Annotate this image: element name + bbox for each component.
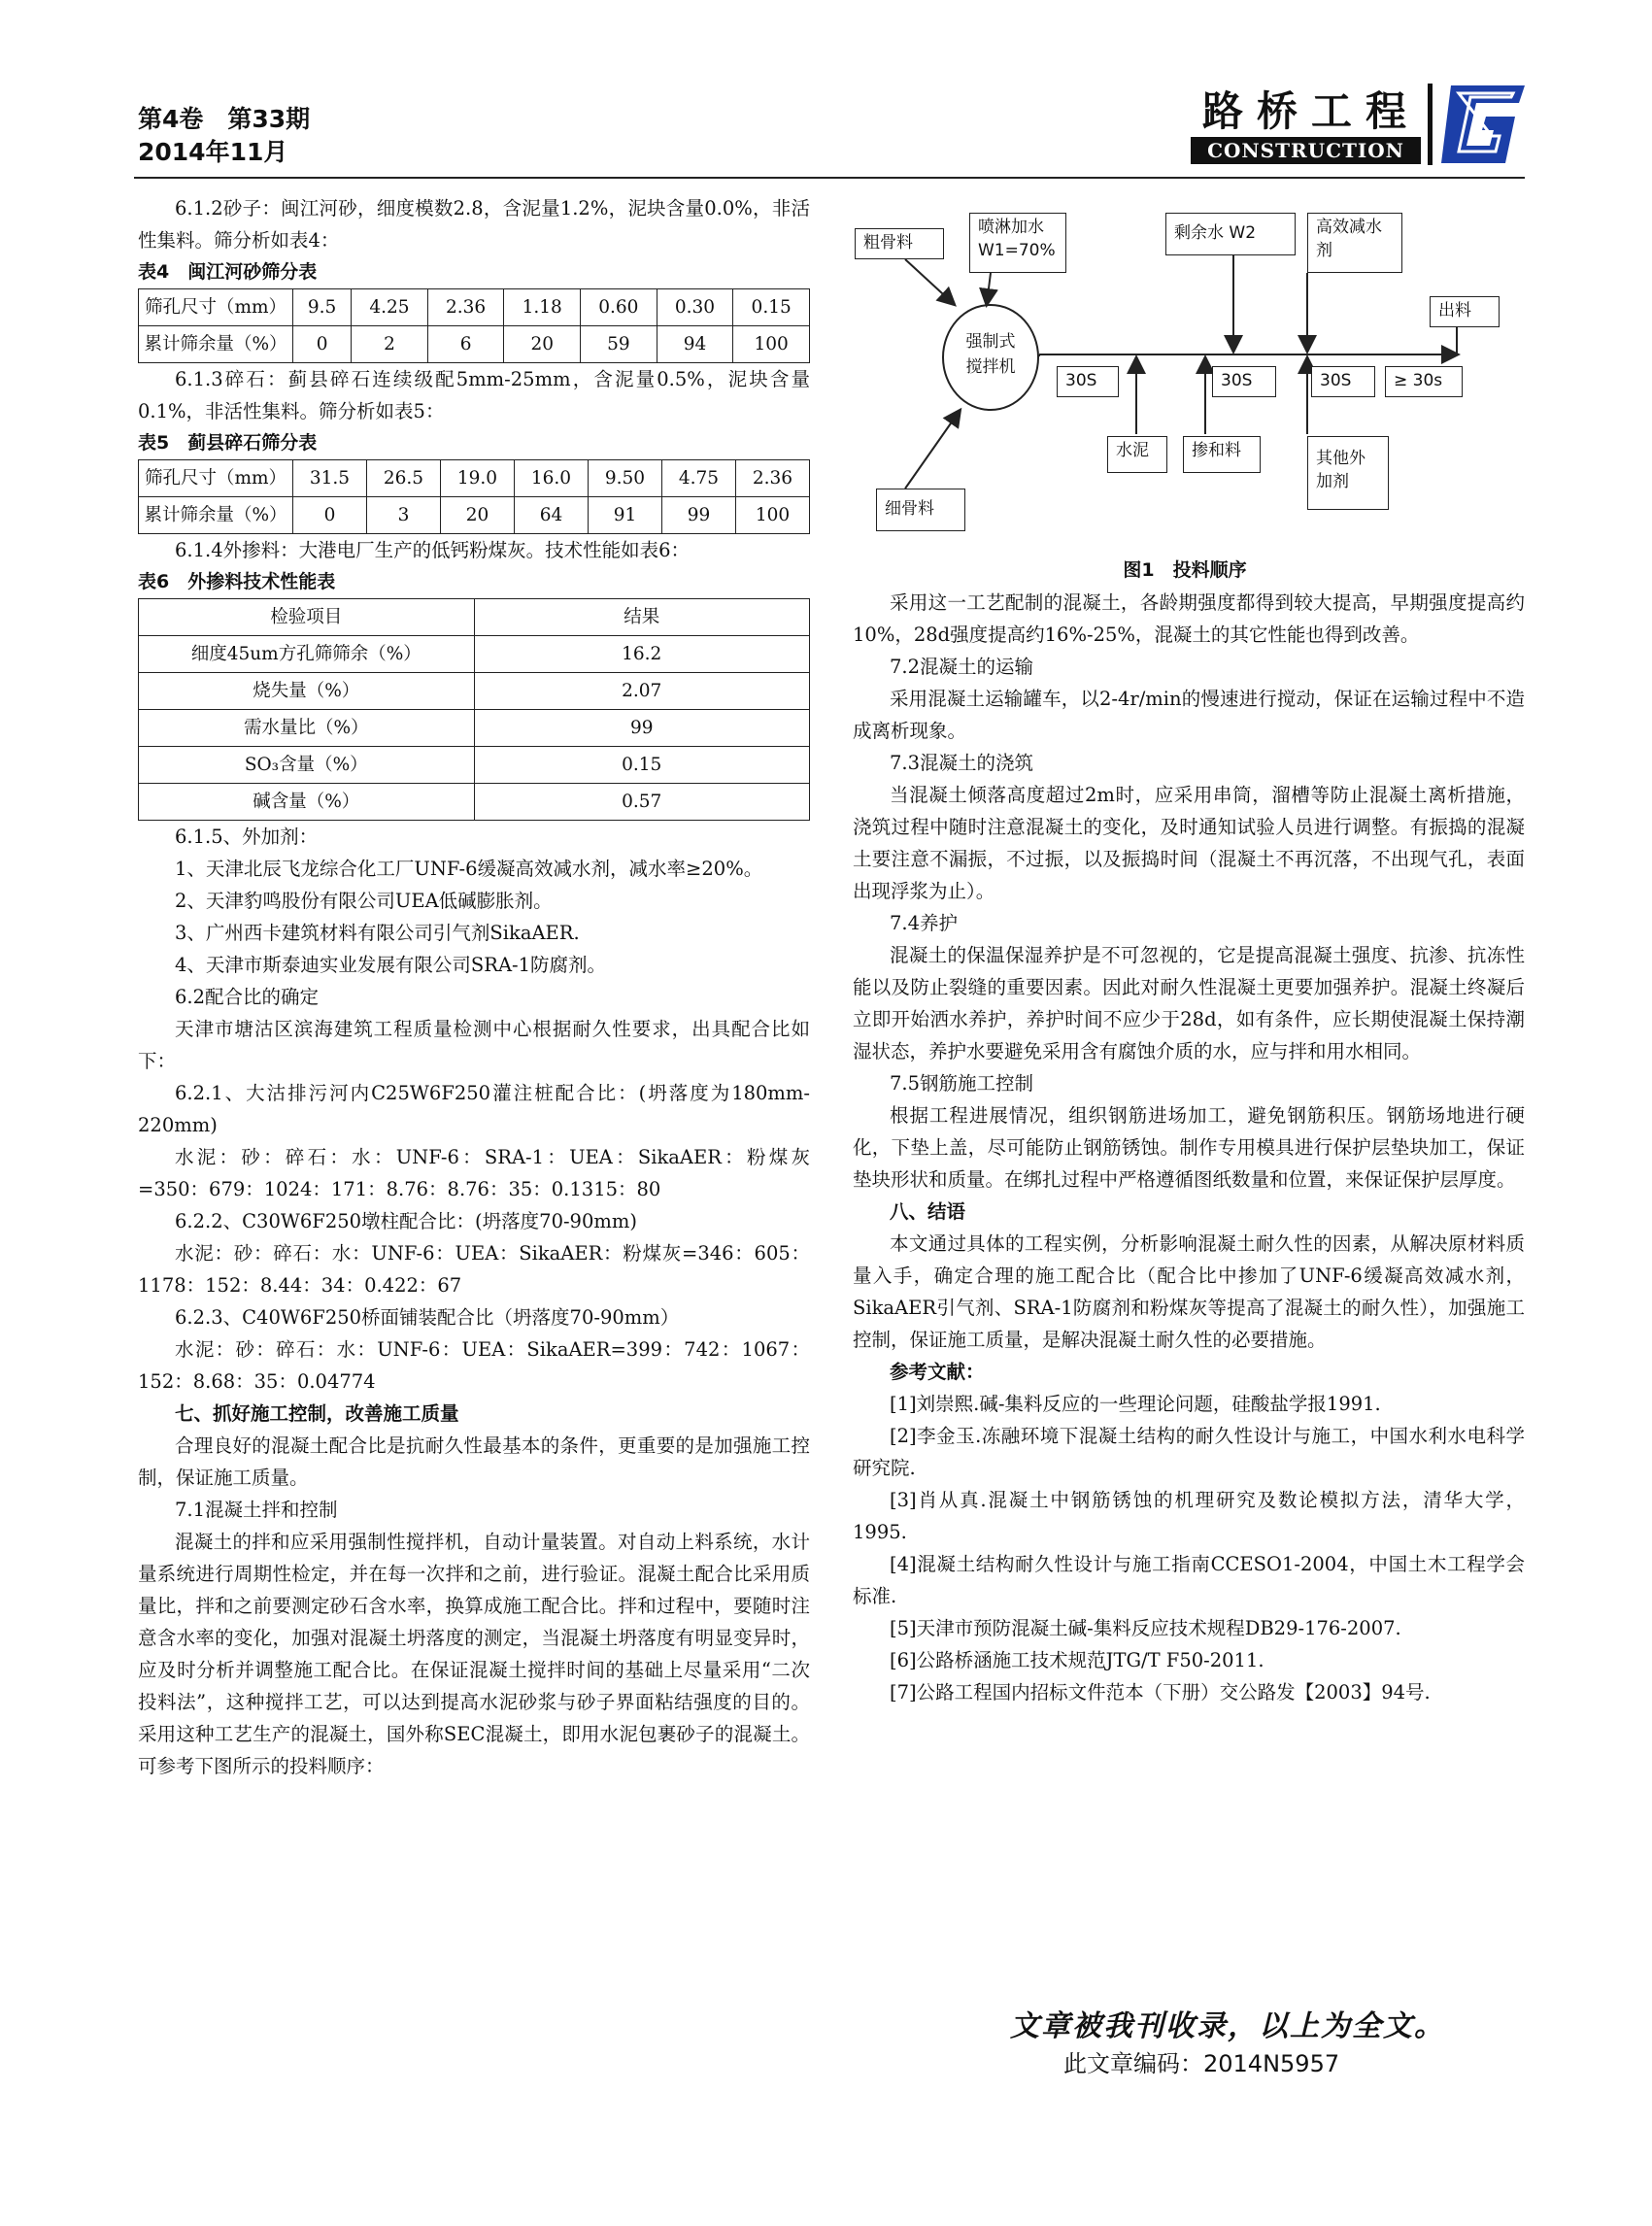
paragraph-mix-622-ratio: 水泥：砂：碎石：水：UNF-6：UEA：SikaAER：粉煤灰=346：605：1178：152：8.44：34：0.422：67 [138, 1242, 810, 1297]
time-box-4: ≥ 30s [1385, 366, 1463, 397]
paragraph-7-4: 混凝土的保温保湿养护是不可忽视的，它是提高混凝土强度、抗渗、抗冻性能以及防止裂缝的重要因素。因此对耐久性混凝土更要加强养护。混凝土终凝后立即开始洒水养护，养护时间不应少于28d，如有条件，应长期使混凝土保持潮湿状态，养护水要避免采用含有腐蚀介质的水，应与拌和用水相同。 [853, 944, 1525, 1062]
fine-aggregate-box: 细骨料 [876, 489, 965, 531]
paragraph-7-1: 混凝土的拌和应采用强制性搅拌机，自动计量装置。对自动上料系统，水计量系统进行周期性检定，并在每一次拌和之前，进行验证。混凝土配合比采用质量比，拌和之前要测定砂石含水率，换算成施工配合比。拌和过程中，要随时注意含水率的变化，加强对混凝土坍落度的测定，当混凝土坍落度有明显变异时，应及时分析并调整施工配合比。在保证混凝土搅拌时间的基础上尽量采用“二次投料法”，这种搅拌工艺，可以达到提高水泥砂浆与砂子界面粘结强度的目的。采用这种工艺生产的混凝土，国外称SEC混凝土，即用水泥包裹砂子的混凝土。可参考下图所示的投料顺序： [138, 1531, 810, 1777]
table-cell: 9.50 [589, 460, 662, 497]
table-row [139, 710, 810, 747]
time-box-3: 30S [1311, 366, 1375, 397]
discharge-box: 出料 [1430, 296, 1500, 327]
paragraph-7-5: 根据工程进展情况，组织钢筋进场加工，避免钢筋积压。钢筋场地进行硬化，下垫上盖，尽可能防止钢筋锈蚀。制作专用模具进行保护层垫块加工，保证垫块形状和质量。在绑扎过程中严格遵循图纸数量和位置，来保证保护层厚度。 [853, 1104, 1525, 1191]
journal-subtitle: CONSTRUCTION [1191, 137, 1421, 164]
text-line: 6.2配合比的确定 [175, 986, 320, 1008]
table-cell: 2.36 [427, 289, 504, 326]
paragraph-sand: 6.1.2砂子：闽江河砂，细度模数2.8，含泥量1.2%，泥块含量0.0%，非活性集料。筛分析如表4： [138, 197, 810, 252]
reference-item: [4]混凝土结构耐久性设计与施工指南CCESO1-2004，中国土木工程学会标准. [853, 1553, 1525, 1607]
table-row [139, 673, 810, 710]
table-cell: 99 [474, 710, 810, 747]
table-cell: 4.75 [662, 460, 736, 497]
paragraph-admixture-material: 6.1.4外掺料：大港电厂生产的低钙粉煤灰。技术性能如表6： [175, 539, 691, 561]
other-additives-box [1307, 436, 1389, 510]
table5-caption: 表5 蓟县碎石筛分表 [138, 432, 318, 454]
table-cell: 累计筛余量（%） [139, 497, 293, 534]
cement-box: 水泥 [1107, 436, 1167, 473]
feeding-order-diagram [845, 199, 1525, 568]
reference-item: [2]李金玉.冻融环境下混凝土结构的耐久性设计与施工，中国水利水电科学研究院. [853, 1425, 1525, 1479]
table-row [139, 784, 810, 821]
table-cell: 筛孔尺寸（mm） [139, 460, 293, 497]
table-cell: 100 [736, 497, 810, 534]
table-cell: 91 [589, 497, 662, 534]
table4 [138, 288, 810, 363]
table-cell: 31.5 [293, 460, 367, 497]
table-cell: 16.2 [474, 636, 810, 673]
article-code: 此文章编码：2014N5957 [1063, 2050, 1340, 2077]
table-row [139, 599, 810, 636]
paragraph-7-3: 当混凝土倾落高度超过2m时，应采用串筒，溜槽等防止混凝土离析措施，浇筑过程中随时注意混凝土的变化，及时通知试验人员进行调整。有振捣的混凝土要注意不漏振，不过振，以及振捣时间（混凝土不再沉落，不出现气孔，表面出现浮浆为止）。 [853, 784, 1525, 902]
time-box-2: 30S [1212, 366, 1276, 397]
reference-item: [3]肖从真.混凝土中钢筋锈蚀的机理研究及数论模拟方法，清华大学，1995. [853, 1489, 1525, 1543]
table6-caption: 表6 外掺料技术性能表 [138, 571, 336, 592]
paragraph-mix-intro: 天津市塘沽区滨海建筑工程质量检测中心根据耐久性要求，出具配合比如下： [138, 1018, 810, 1072]
reference-item: [6]公路桥涵施工技术规范JTG/T F50-2011. [890, 1649, 1264, 1671]
table-cell: 3 [367, 497, 441, 534]
paragraph-mix-621: 6.2.1、大沽排污河内C25W6F250灌注桩配合比：(坍落度为180mm-220mm) [138, 1082, 810, 1136]
text-line: 2、天津豹鸣股份有限公司UEA低碱膨胀剂。 [175, 890, 553, 912]
subheading-7-2: 7.2混凝土的运输 [890, 656, 1034, 678]
table4-caption: 表4 闽江河砂筛分表 [138, 261, 318, 283]
subheading-7-1: 7.1混凝土拌和控制 [175, 1499, 338, 1521]
volume-issue: 第4卷 第33期 [138, 105, 311, 133]
table-cell: 0.15 [733, 289, 810, 326]
inclusion-notice: 文章被我刊收录，以上为全文。 [1010, 2009, 1445, 2043]
figure1-caption: 图1 投料顺序 [1123, 559, 1247, 581]
table-row [139, 460, 810, 497]
superplasticizer-label-2: 剂 [1316, 241, 1332, 260]
paragraph-gravel: 6.1.3碎石：蓟县碎石连续级配5mm-25mm，含泥量0.5%，泥块含量0.1%，非活性集料。筛分析如表5： [138, 368, 810, 422]
table-cell: 碱含量（%） [139, 784, 475, 821]
paragraph-section-7: 合理良好的混凝土配合比是抗耐久性最基本的条件，更重要的是加强施工控制，保证施工质量。 [138, 1434, 810, 1489]
text-line: 1、天津北辰飞龙综合化工厂UNF-6缓凝高效减水剂，减水率≥20%。 [175, 858, 763, 880]
paragraph-conclusion: 本文通过具体的工程实例，分析影响混凝土耐久性的因素，从解决原材料质量入手，确定合理的施工配合比（配合比中掺加了UNF-6缓凝高效减水剂，SikaAER引气剂、SRA-1防腐剂和粉煤灰等提高了混凝土的耐久性），加强施工控制，保证施工质量，是解决混凝土耐久性的必要措施。 [853, 1232, 1525, 1351]
text-line: 3、广州西卡建筑材料有限公司引气剂SikaAER. [175, 922, 580, 944]
table-cell: 2 [352, 326, 428, 363]
table-cell: 20 [441, 497, 515, 534]
section-heading-7: 七、抓好施工控制，改善施工质量 [175, 1402, 459, 1425]
subheading-7-5: 7.5钢筋施工控制 [890, 1072, 1034, 1095]
table-cell: 细度45um方孔筛筛余（%） [139, 636, 475, 673]
table-row [139, 747, 810, 784]
table-header-cell: 检验项目 [139, 599, 475, 636]
paragraph-mix-623: 6.2.3、C40W6F250桥面铺装配合比（坍落度70-90mm） [175, 1306, 680, 1329]
paragraph-7-2: 采用混凝土运输罐车，以2-4r/min的慢速进行搅动，保证在运输过程中不造成离析现象。 [853, 688, 1525, 742]
journal-logo-icon [1437, 82, 1527, 167]
reference-item: [5]天津市预防混凝土碱-集料反应技术规程DB29-176-2007. [890, 1617, 1401, 1639]
mixer-circle [942, 304, 1039, 411]
table-cell: 59 [581, 326, 657, 363]
table-header-cell: 结果 [474, 599, 810, 636]
section-heading-8: 八、结语 [890, 1200, 966, 1223]
issue-date: 2014年11月 [138, 138, 288, 166]
table5 [138, 459, 810, 534]
issue-info [138, 103, 310, 169]
table-cell: 1.18 [504, 289, 581, 326]
right-column [853, 587, 1525, 1708]
admixture-box: 掺和料 [1183, 436, 1261, 473]
reference-item: [1]刘崇熙.碱-集料反应的一些理论问题，硅酸盐学报1991. [890, 1393, 1381, 1415]
table-cell: 烧失量（%） [139, 673, 475, 710]
reference-item: [7]公路工程国内招标文件范本（下册）交公路发【2003】94号. [890, 1681, 1431, 1703]
paragraph-process-result: 采用这一工艺配制的混凝土，各龄期强度都得到较大提高，早期强度提高约10%，28d强度提高约16%-25%，混凝土的其它性能也得到改善。 [853, 591, 1525, 646]
table-row [139, 326, 810, 363]
paragraph-mix-623-ratio: 水泥：砂：碎石：水：UNF-6：UEA：SikaAER=399：742：1067：152：8.68：35：0.04774 [138, 1338, 810, 1393]
references-title: 参考文献： [890, 1361, 985, 1383]
other-additives-label: 其他外 [1316, 449, 1365, 468]
text-line: 4、天津市斯泰迪实业发展有限公司SRA-1防腐剂。 [175, 954, 607, 976]
table-cell: SO₃含量（%） [139, 747, 475, 784]
table-cell: 100 [733, 326, 810, 363]
table-cell: 99 [662, 497, 736, 534]
remaining-water-box: 剩余水 W2 [1165, 213, 1296, 255]
table-cell: 0.15 [474, 747, 810, 784]
spray-water-ratio: W1=70% [978, 241, 1056, 260]
table-cell: 6 [427, 326, 504, 363]
other-additives-label-2: 加剂 [1316, 472, 1349, 491]
table-row [139, 289, 810, 326]
left-column [138, 192, 810, 1782]
time-box-1: 30S [1057, 366, 1119, 397]
table-cell: 64 [515, 497, 589, 534]
table-cell: 19.0 [441, 460, 515, 497]
mixer-label: 强制式 [965, 332, 1016, 352]
table-cell: 16.0 [515, 460, 589, 497]
table-cell: 2.07 [474, 673, 810, 710]
table-cell: 0 [293, 326, 352, 363]
subheading-7-3: 7.3混凝土的浇筑 [890, 752, 1034, 774]
table-cell: 0.30 [657, 289, 733, 326]
paragraph-mix-622: 6.2.2、C30W6F250墩柱配合比：(坍落度70-90mm) [175, 1210, 637, 1232]
table-cell: 2.36 [736, 460, 810, 497]
table-cell: 26.5 [367, 460, 441, 497]
table6 [138, 598, 810, 821]
table-cell: 9.5 [293, 289, 352, 326]
text-line: 6.1.5、外加剂： [175, 826, 319, 848]
table-cell: 筛孔尺寸（mm） [139, 289, 293, 326]
table-cell: 0.60 [581, 289, 657, 326]
superplasticizer-box [1307, 213, 1402, 273]
journal-title: 路桥工程 [1202, 87, 1421, 135]
table-cell: 4.25 [352, 289, 428, 326]
subheading-7-4: 7.4养护 [890, 912, 959, 934]
table-cell: 累计筛余量（%） [139, 326, 293, 363]
coarse-aggregate-box: 粗骨料 [855, 228, 944, 259]
table-row [139, 497, 810, 534]
table-cell: 94 [657, 326, 733, 363]
mixer-label-2: 搅拌机 [965, 357, 1016, 377]
table-cell: 需水量比（%） [139, 710, 475, 747]
logo-divider [1428, 84, 1433, 165]
header-rule [134, 177, 1525, 179]
paragraph-mix-621-ratio: 水泥：砂：碎石：水：UNF-6：SRA-1：UEA：SikaAER：粉煤灰=350：679：1024：171：8.76：8.76：35：0.1315：80 [138, 1146, 810, 1200]
table-row [139, 636, 810, 673]
table-cell: 0 [293, 497, 367, 534]
spray-water-box [969, 213, 1066, 273]
spray-water-label: 喷淋加水 [978, 218, 1044, 237]
table-cell: 0.57 [474, 784, 810, 821]
table-cell: 20 [504, 326, 581, 363]
superplasticizer-label: 高效减水 [1316, 218, 1382, 237]
